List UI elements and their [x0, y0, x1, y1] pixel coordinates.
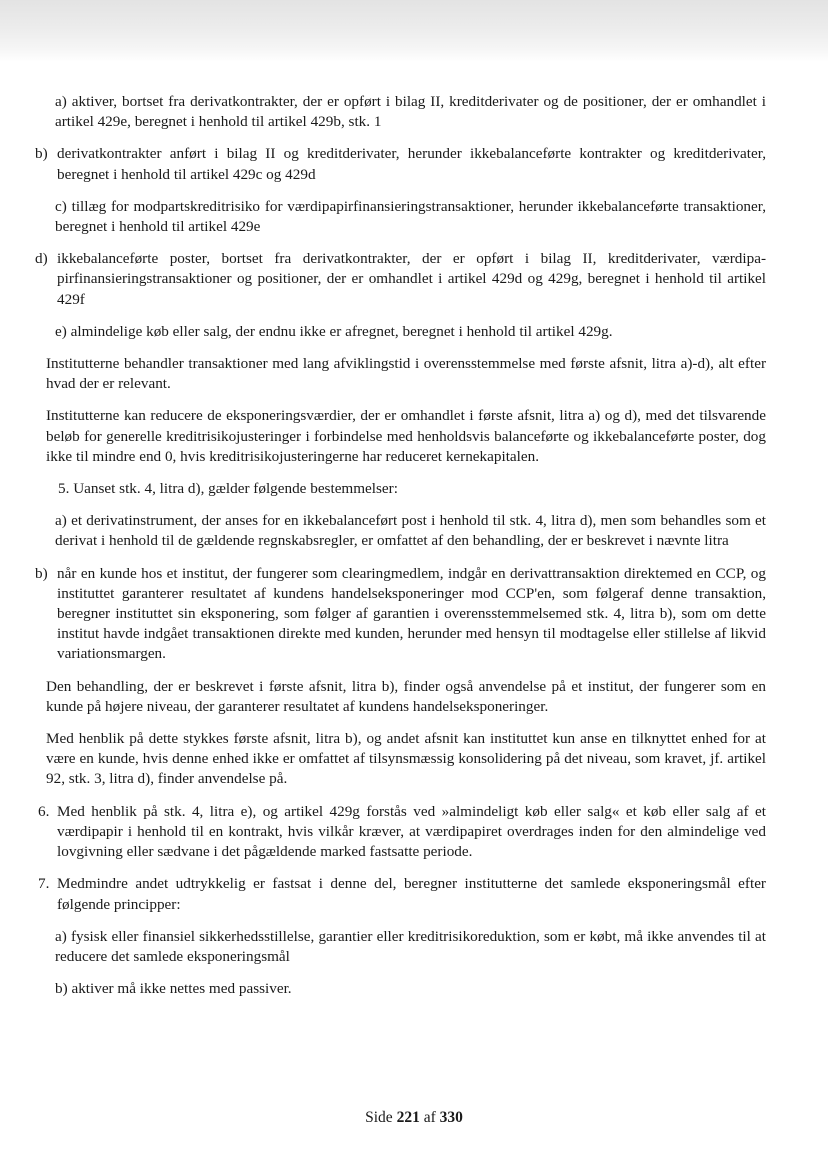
item-marker: a): [55, 93, 67, 110]
item-marker: a): [55, 512, 67, 530]
section-text: Uanset stk. 4, litra d), gælder følgende bestemmelser:: [73, 480, 398, 498]
list-item-a-derivatinstrument: [55, 511, 766, 551]
item-marker: d): [35, 250, 48, 268]
item-marker: b): [35, 564, 48, 582]
item-marker: b): [55, 980, 68, 998]
item-text: aktiver, bortset fra derivatkontrakter, der er opført i bilag II, kreditderivater og de positioner, der er omhandlet i artikel 429e, beregnet i henhold til artikel 429b, stk. 1: [55, 93, 767, 131]
page-footer: [0, 1108, 828, 1128]
item-text: fysisk eller finansiel sikkerhedsstillelse, garantier eller kreditrisikoreduktion, som er købt, må ikke anvendes til at reducere det samlede eksponeringsmål: [55, 927, 767, 965]
section-6: [38, 802, 766, 863]
paragraph-lang-afviklingstid: Institutterne behandler transaktioner med lang afviklingstid i overensstemmelse med første afsnit, litra a)-d), alt efter hvad der er relevant.: [46, 355, 766, 393]
item-text: ikkebalanceførte poster, bortset fra derivatkontrakter, der er opført i bilag II, kreditderivater, værdipapirfinansieringstransaktioner og positioner, der er omhandlet i artikel 429d og 429g, beregnet i henhold til artikel 429f: [57, 250, 766, 308]
item-text: et derivatinstrument, der anses for en ikkebalanceført post i henhold til stk. 4, litra d), men som behandles som et derivat i henhold til de gældende regnskabsregler, er omfattet af den behandling, der er beskrevet i nævnte litra: [55, 512, 767, 550]
footer-prefix: Side: [365, 1109, 393, 1126]
paragraph-reducere: Institutterne kan reducere de eksponeringsværdier, der er omhandlet i første afsnit, litra a) og d), med det tilsvarende beløb for generelle kreditrisikojusteringer i forbindelse med henholdsvis balanceførte og ikkebalanceførte poster, dog ikke til mindre end 0, hvis kreditrisikojusteringerne har reduceret kernekapitalen.: [46, 407, 766, 465]
document-body: [0, 92, 828, 999]
item-text: aktiver må ikke nettes med passiver.: [71, 980, 292, 998]
section-number: 5.: [58, 480, 70, 498]
footer-of: af: [423, 1109, 436, 1126]
item-marker: b): [35, 145, 48, 163]
list-item-b-aktiver: [55, 979, 766, 999]
section-text: Medmindre andet udtrykkelig er fastsat i denne del, beregner institutterne det samlede eksponeringsmål efter følgende principper:: [57, 875, 766, 913]
paragraph-tilknyttet-enhed: Med henblik på dette stykkes første afsnit, litra b), og andet afsnit kan instituttet kun anse en tilknyttet enhed for at være en kunde, hvis denne enhed ikke er omfattet af tilsynsmæssig konsolidering på det niveau, som kravet, jf. artikel 92, stk. 3, litra d), finder anvendelse på.: [46, 730, 766, 788]
section-number: 6.: [38, 802, 50, 820]
list-item-d-ikkebalanceforte: [35, 249, 766, 310]
section-number: 7.: [38, 875, 50, 893]
total-page-count: 330: [439, 1109, 463, 1126]
list-item-e-almindelige: [55, 322, 766, 342]
list-item-a-aktiver: [55, 92, 766, 132]
section-5-heading: [58, 479, 766, 499]
item-text: derivatkontrakter anført i bilag II og kreditderivater, herunder ikkebalanceførte kontrakter og kreditderivater, beregnet i henhold til artikel 429c og 429d: [57, 145, 766, 183]
item-marker: e): [55, 322, 67, 340]
list-item-b-derivatkontrakter: [35, 144, 766, 184]
item-text: når en kunde hos et institut, der fungerer som clearingmedlem, indgår en derivattransaktion direktemed en CCP, og instituttet garanterer resultatet af kundens handelseksponeringer mod CCP'en, som følgeraf denne transaktion, beregner instituttet sin eksponering, som følger af garantien i overensstemmelsemed stk. 4, litra b), som om dette institut havde indgået transaktionen direkte med kunden, herunder med hensyn til modtagelse eller stillelse af likvid variationsmargen.: [57, 564, 766, 663]
current-page-number: 221: [396, 1109, 420, 1126]
scan-shadow-band: [0, 0, 828, 62]
section-text: Med henblik på stk. 4, litra e), og artikel 429g forstås ved »almindeligt køb eller salg« et køb eller salg af et værdipapir i henhold til en kontrakt, hvis vilkår kræver, at værdipapiret overdrages inden for den almindelige ved lovgivning eller sædvane i det pågældende marked fastsatte periode.: [57, 802, 766, 861]
item-text: tillæg for modpartskreditrisiko for værdipapirfinansieringstransaktioner, herunder ikkebalanceførte transaktioner, beregnet i henhold til artikel 429e: [55, 197, 767, 236]
item-marker: a): [55, 927, 67, 945]
item-marker: c): [55, 197, 67, 215]
list-item-a-fysisk: [55, 927, 766, 967]
item-text: almindelige køb eller salg, der endnu ikke er afregnet, beregnet i henhold til artikel 429g.: [70, 322, 613, 340]
section-7: [38, 874, 766, 914]
paragraph-behandling: Den behandling, der er beskrevet i første afsnit, litra b), finder også anvendelse på et institut, der fungerer som en kunde på højere niveau, der garanterer resultatet af kundens handelseksponeringer.: [46, 677, 766, 715]
list-item-b-clearingmedlem: [35, 564, 766, 665]
list-item-c-tillaeg: [55, 197, 766, 237]
